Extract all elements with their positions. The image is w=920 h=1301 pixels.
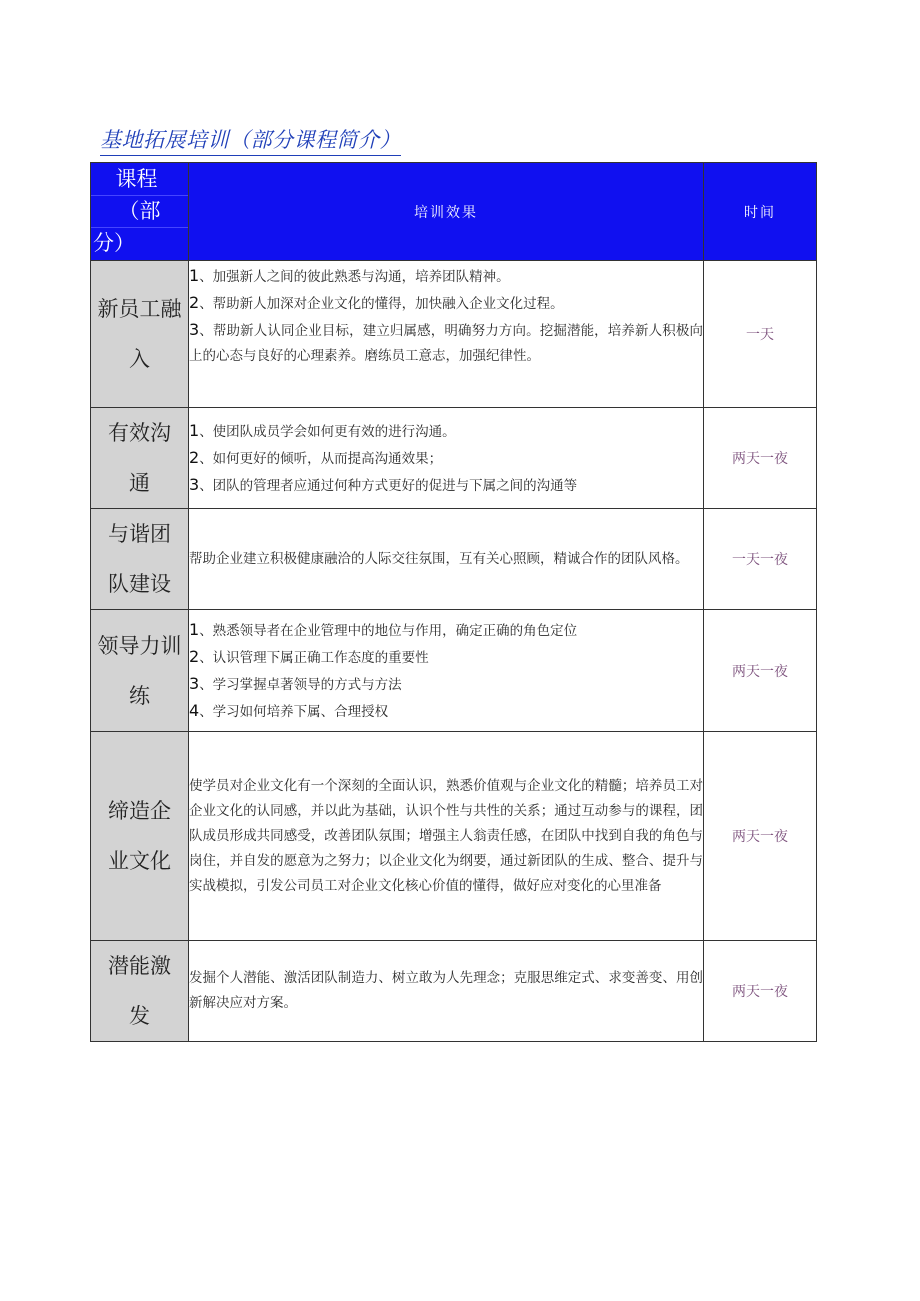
header-course [91, 163, 189, 261]
course-name-line1: 与谐团 [108, 522, 171, 546]
table-row [91, 610, 817, 732]
effect-text: 、如何更好的倾听，从而提高沟通效果； [199, 450, 443, 467]
effect-item [189, 644, 703, 671]
effect-number: 1 [189, 266, 200, 285]
course-name-line1: 潜能激 [108, 954, 171, 978]
effect-number: 3 [189, 320, 200, 339]
header-course-line2: （部 [91, 195, 188, 228]
course-name [91, 408, 189, 509]
effect-item [189, 263, 703, 290]
effect-item [189, 698, 703, 725]
course-effect [189, 732, 704, 941]
course-effect [189, 509, 704, 610]
effect-text: 发掘个人潜能、激活团队制造力、树立敢为人先理念；克服思维定式、求变善变、用创新解决应对方案。 [189, 970, 703, 1011]
course-time: 两天一夜 [704, 941, 817, 1042]
effect-text: 、学习掌握卓著领导的方式与方法 [199, 676, 402, 693]
course-name-line2: 练 [129, 683, 150, 708]
course-table [90, 162, 817, 1042]
course-effect [189, 408, 704, 509]
course-time: 两天一夜 [704, 732, 817, 941]
effect-item [189, 472, 703, 499]
effect-text: 、加强新人之间的彼此熟悉与沟通，培养团队精神。 [199, 269, 510, 285]
effect-item [189, 290, 703, 317]
effect-number: 2 [189, 293, 200, 312]
effect-text: 、帮助新人认同企业目标，建立归属感，明确努力方向。挖掘潜能，培养新人积极向上的心态与良好的心理素养。磨练员工意志，加强纪律性。 [189, 323, 703, 364]
course-name-line1: 有效沟 [108, 421, 171, 445]
effect-text: 、使团队成员学会如何更有效的进行沟通。 [199, 423, 456, 440]
effect-text: 、学习如何培养下属、合理授权 [199, 703, 389, 720]
effect-text: 、认识管理下属正确工作态度的重要性 [199, 649, 429, 666]
effect-item [189, 418, 703, 445]
header-course-line3: 分） [93, 231, 135, 255]
effect-text: 、帮助新人加深对企业文化的懂得，加快融入企业文化过程。 [199, 296, 564, 312]
table-row [91, 408, 817, 509]
header-course-line1: 课程 [115, 167, 158, 191]
table-row [91, 941, 817, 1042]
course-effect [189, 610, 704, 732]
header-time: 时间 [704, 163, 817, 261]
course-time: 一天 [704, 261, 817, 408]
effect-number: 1 [189, 619, 200, 639]
effect-item [189, 445, 703, 472]
effect-text: 使学员对企业文化有一个深刻的全面认识，熟悉价值观与企业文化的精髓；培养员工对企业文化的认同感，并以此为基础，认识个性与共性的关系；通过互动参与的课程，团队成员形成共同感受，改善团队氛围；增强主人翁责任感，在团队中找到自我的角色与岗住，并自发的愿意为之努力；以企业文化为纲要，通过新团队的生成、整合、提升与实战模拟，引发公司员工对企业文化核心价值的懂得，做好应对变化的心里准备 [189, 777, 703, 894]
effect-text: 、团队的管理者应通过何种方式更好的促进与下属之间的沟通等 [199, 477, 578, 494]
document-title: 基地拓展培训（部分课程简介） [100, 124, 401, 156]
course-name [91, 610, 189, 732]
effect-number: 1 [189, 420, 200, 440]
course-name-line2: 发 [129, 1004, 150, 1028]
header-effect: 培训效果 [189, 163, 704, 261]
course-name-line1: 领导力训 [97, 633, 182, 658]
course-name [91, 941, 189, 1042]
effect-number: 2 [189, 646, 200, 666]
course-time: 两天一夜 [704, 610, 817, 732]
effect-text: 、熟悉领导者在企业管理中的地位与作用，确定正确的角色定位 [199, 622, 578, 639]
course-name [91, 732, 189, 941]
table-row [91, 732, 817, 941]
table-row [91, 509, 817, 610]
table-row [91, 261, 817, 408]
effect-number: 4 [189, 700, 200, 720]
effect-number: 3 [189, 474, 200, 494]
course-name-line2: 通 [129, 471, 150, 495]
effect-text: 帮助企业建立积极健康融洽的人际交往氛围，互有关心照顾，精诚合作的团队风格。 [189, 550, 689, 567]
effect-item [189, 317, 703, 369]
effect-item [189, 617, 703, 644]
course-name-line1: 新员工融 [97, 297, 182, 321]
course-name [91, 261, 189, 408]
effect-number: 2 [189, 447, 200, 467]
course-name-line1: 缔造企 [108, 799, 171, 823]
course-effect [189, 941, 704, 1042]
course-time: 一天一夜 [704, 509, 817, 610]
effect-number: 3 [189, 673, 200, 693]
course-name-line2: 队建设 [108, 572, 171, 596]
course-time: 两天一夜 [704, 408, 817, 509]
course-name-line2: 入 [129, 347, 150, 371]
course-effect [189, 261, 704, 408]
course-name-line2: 业文化 [108, 849, 171, 873]
effect-item [189, 671, 703, 698]
table-header-row [91, 163, 817, 261]
course-name [91, 509, 189, 610]
